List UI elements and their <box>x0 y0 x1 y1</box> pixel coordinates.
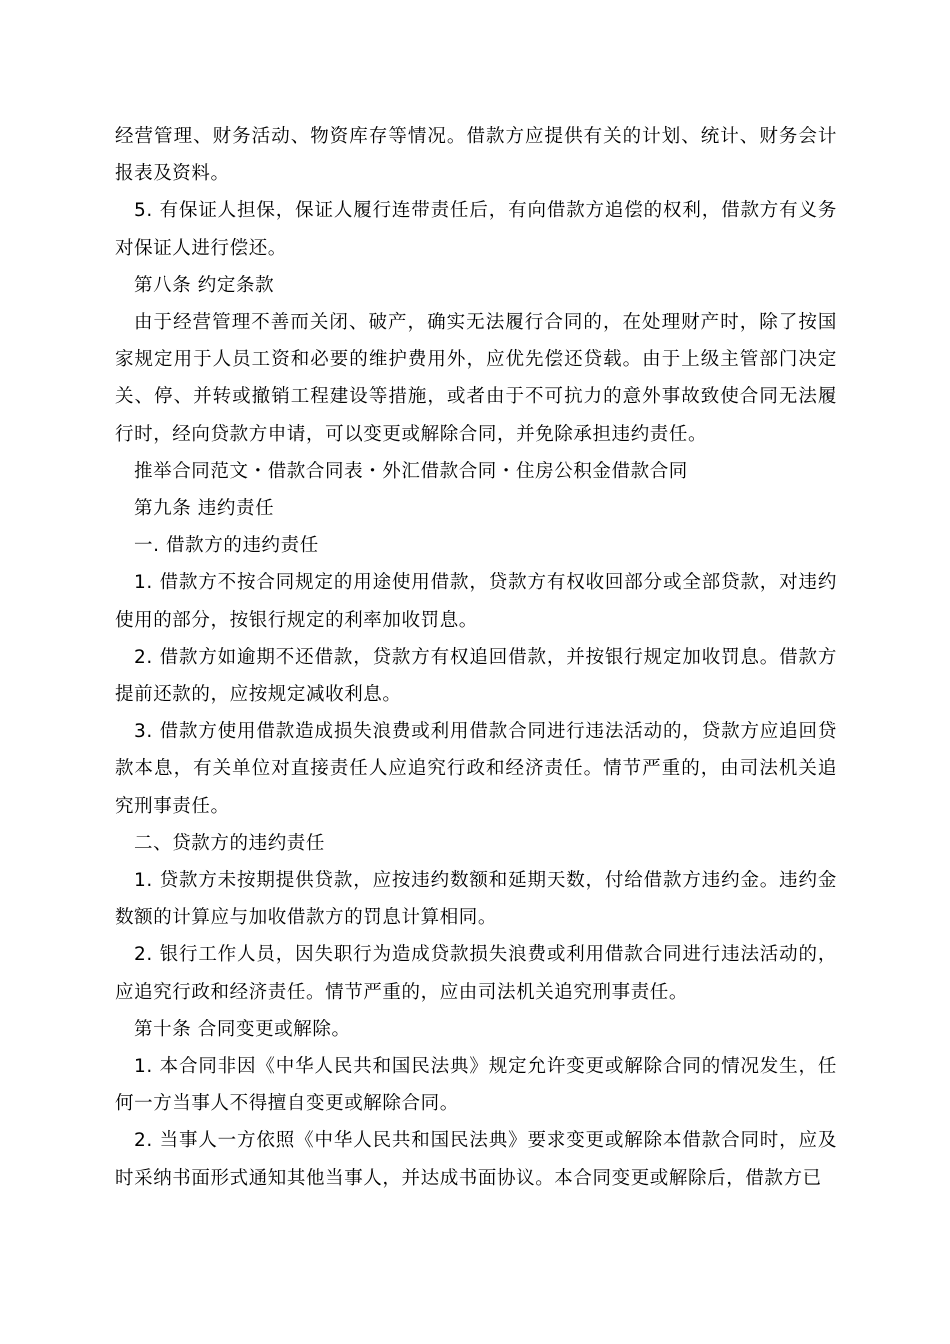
section-heading: 第八条 约定条款 <box>134 274 275 296</box>
paragraph: 1. 本合同非因《中华人民共和国民法典》规定允许变更或解除合同的情况发生，任何一方当事人不得擅自变更或解除合同。 <box>115 1056 837 1115</box>
paragraph: 经营管理、财务活动、物资库存等情况。借款方应提供有关的计划、统计、财务会计报表及资料。 <box>115 126 837 185</box>
paragraph: 1. 借款方不按合同规定的用途使用借款，贷款方有权收回部分或全部贷款，对违约使用的部分，按银行规定的利率加收罚息。 <box>115 572 837 631</box>
paragraph: 2. 银行工作人员，因失职行为造成贷款损失浪费或利用借款合同进行违法活动的，应追究行政和经济责任。情节严重的，应由司法机关追究刑事责任。 <box>115 944 837 1003</box>
paragraph: 1. 贷款方未按期提供贷款，应按违约数额和延期天数，付给借款方违约金。违约金数额的计算应与加收借款方的罚息计算相同。 <box>115 870 837 929</box>
section-heading: 第九条 违约责任 <box>134 498 275 520</box>
document-body <box>115 118 837 1197</box>
section-heading: 第十条 合同变更或解除。 <box>134 1018 351 1040</box>
paragraph: 由于经营管理不善而关闭、破产，确实无法履行合同的，在处理财产时，除了按国家规定用于人员工资和必要的维护费用外，应优先偿还贷载。由于上级主管部门决定关、停、并转或撤销工程建设等措施，或者由于不可抗力的意外事故致使合同无法履行时，经向贷款方申请，可以变更或解除合同，并免除承担违约责任。 <box>115 312 837 445</box>
subsection-heading: 一. 借款方的违约责任 <box>134 535 319 557</box>
subsection-heading: 二、贷款方的违约责任 <box>134 832 326 854</box>
paragraph: 2. 当事人一方依照《中华人民共和国民法典》要求变更或解除本借款合同时，应及时采纳书面形式通知其他当事人，并达成书面协议。本合同变更或解除后，借款方已 <box>115 1130 837 1189</box>
related-links-line: 推举合同范文・借款合同表・外汇借款合同・住房公积金借款合同 <box>134 460 688 482</box>
paragraph: 2. 借款方如逾期不还借款，贷款方有权追回借款，并按银行规定加收罚息。借款方提前还款的，应按规定减收利息。 <box>115 646 837 706</box>
paragraph: 5. 有保证人担保，保证人履行连带责任后，有向借款方追偿的权利，借款方有义务对保证人进行偿还。 <box>115 200 837 259</box>
paragraph: 3. 借款方使用借款造成损失浪费或利用借款合同进行违法活动的，贷款方应追回贷款本息，有关单位对直接责任人应追究行政和经济责任。情节严重的，由司法机关追究刑事责任。 <box>115 721 837 817</box>
